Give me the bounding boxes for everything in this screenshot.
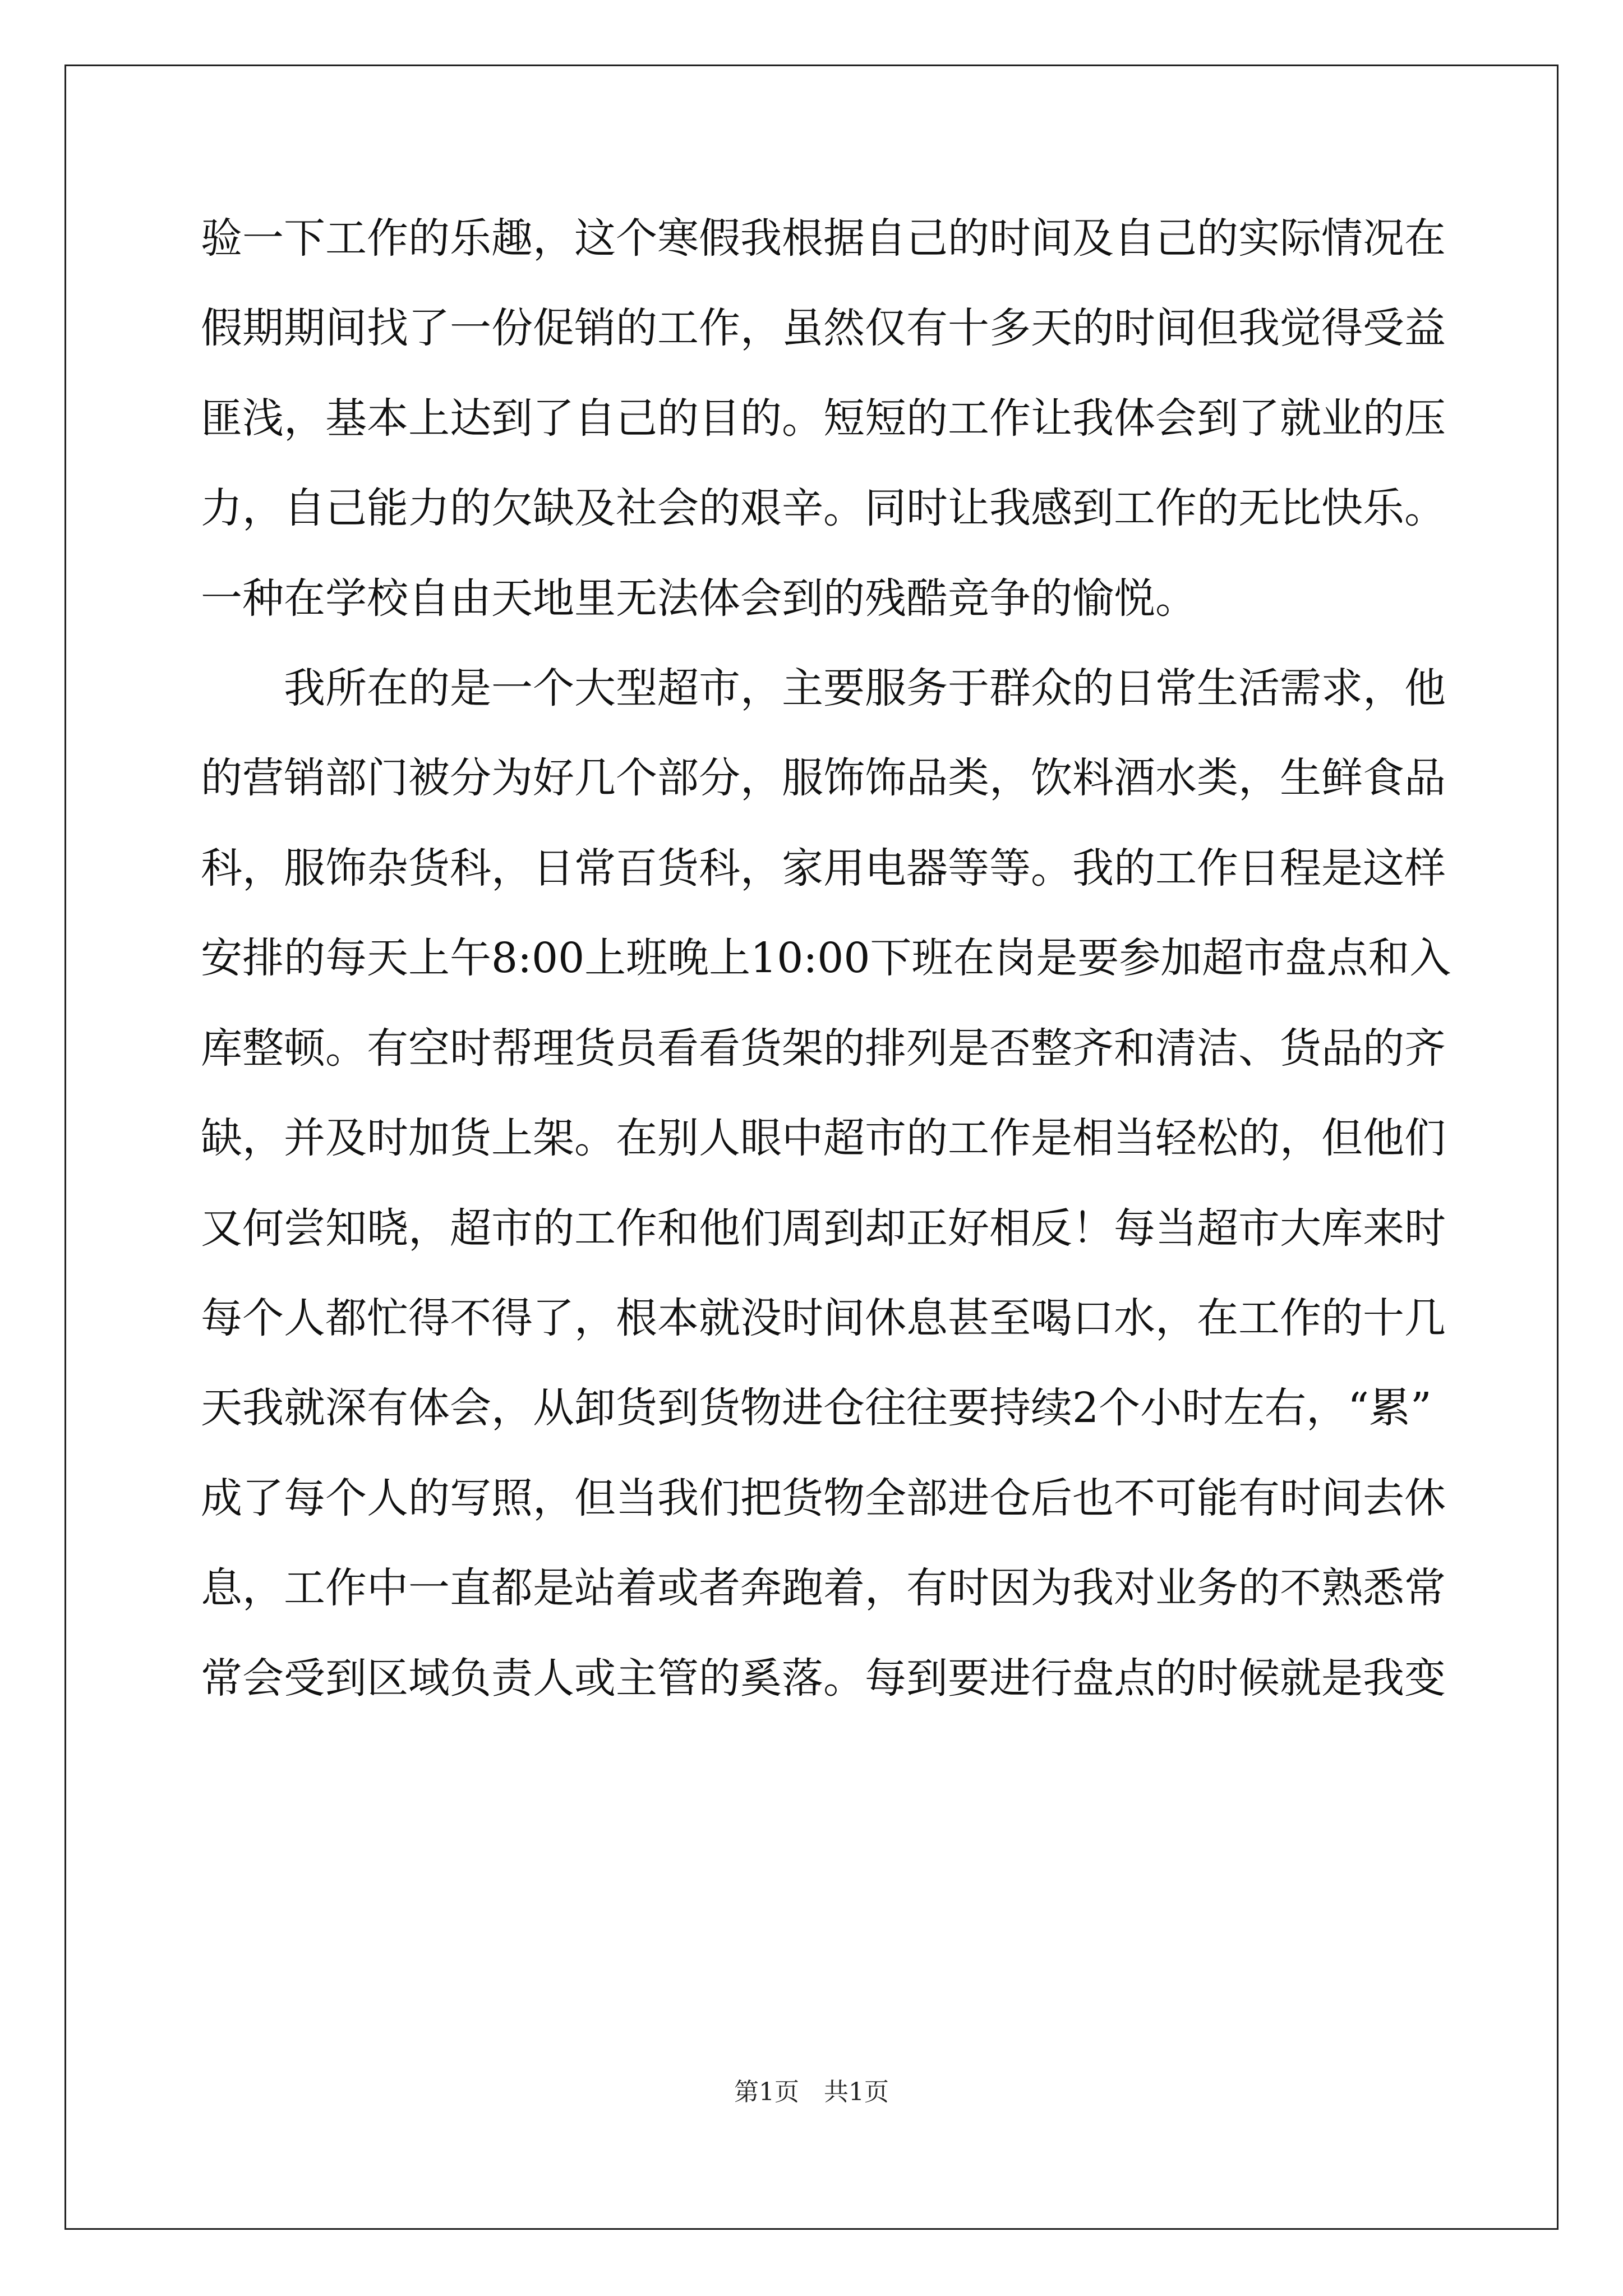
text-line: 息，工作中一直都是站着或者奔跑着，有时因为我对业务的不熟悉常 bbox=[201, 1564, 1446, 1612]
text-line: 成了每个人的写照，但当我们把货物全部进仓后也不可能有时间去休 bbox=[201, 1474, 1446, 1522]
text-line: 每个人都忙得不得了，根本就没时间休息甚至喝口水，在工作的十几 bbox=[201, 1294, 1446, 1342]
page-number-footer: 第1页 共1页 bbox=[734, 2078, 889, 2106]
text-line: 的营销部门被分为好几个部分，服饰饰品类，饮料酒水类，生鲜食品 bbox=[201, 754, 1446, 802]
paragraph-first-line: 我所在的是一个大型超市，主要服务于群众的日常生活需求，他 bbox=[284, 664, 1446, 712]
text-line: 库整顿。有空时帮理货员看看货架的排列是否整齐和清洁、货品的齐 bbox=[201, 1024, 1446, 1073]
text-line: 安排的每天上午8:00上班晚上10:00下班在岗是要参加超市盘点和入 bbox=[201, 934, 1451, 982]
text-line: 常会受到区域负责人或主管的奚落。每到要进行盘点的时候就是我变 bbox=[201, 1654, 1446, 1703]
text-line: 一种在学校自由天地里无法体会到的残酷竞争的愉悦。 bbox=[201, 574, 1197, 623]
text-line: 假期期间找了一份促销的工作，虽然仅有十多天的时间但我觉得受益 bbox=[201, 304, 1446, 352]
text-line: 科，服饰杂货科，日常百货科，家用电器等等。我的工作日程是这样 bbox=[201, 844, 1446, 892]
text-line: 缺，并及时加货上架。在别人眼中超市的工作是相当轻松的，但他们 bbox=[201, 1114, 1446, 1162]
text-line: 天我就深有体会，从卸货到货物进仓往往要持续2个小时左右，“累” bbox=[201, 1384, 1432, 1432]
text-line: 验一下工作的乐趣，这个寒假我根据自己的时间及自己的实际情况在 bbox=[201, 214, 1446, 263]
text-line: 又何尝知晓，超市的工作和他们周到却正好相反！每当超市大库来时 bbox=[201, 1204, 1446, 1253]
text-line: 匪浅，基本上达到了自己的目的。短短的工作让我体会到了就业的压 bbox=[201, 394, 1446, 443]
text-line: 力，自己能力的欠缺及社会的艰辛。同时让我感到工作的无比快乐。 bbox=[201, 484, 1446, 532]
